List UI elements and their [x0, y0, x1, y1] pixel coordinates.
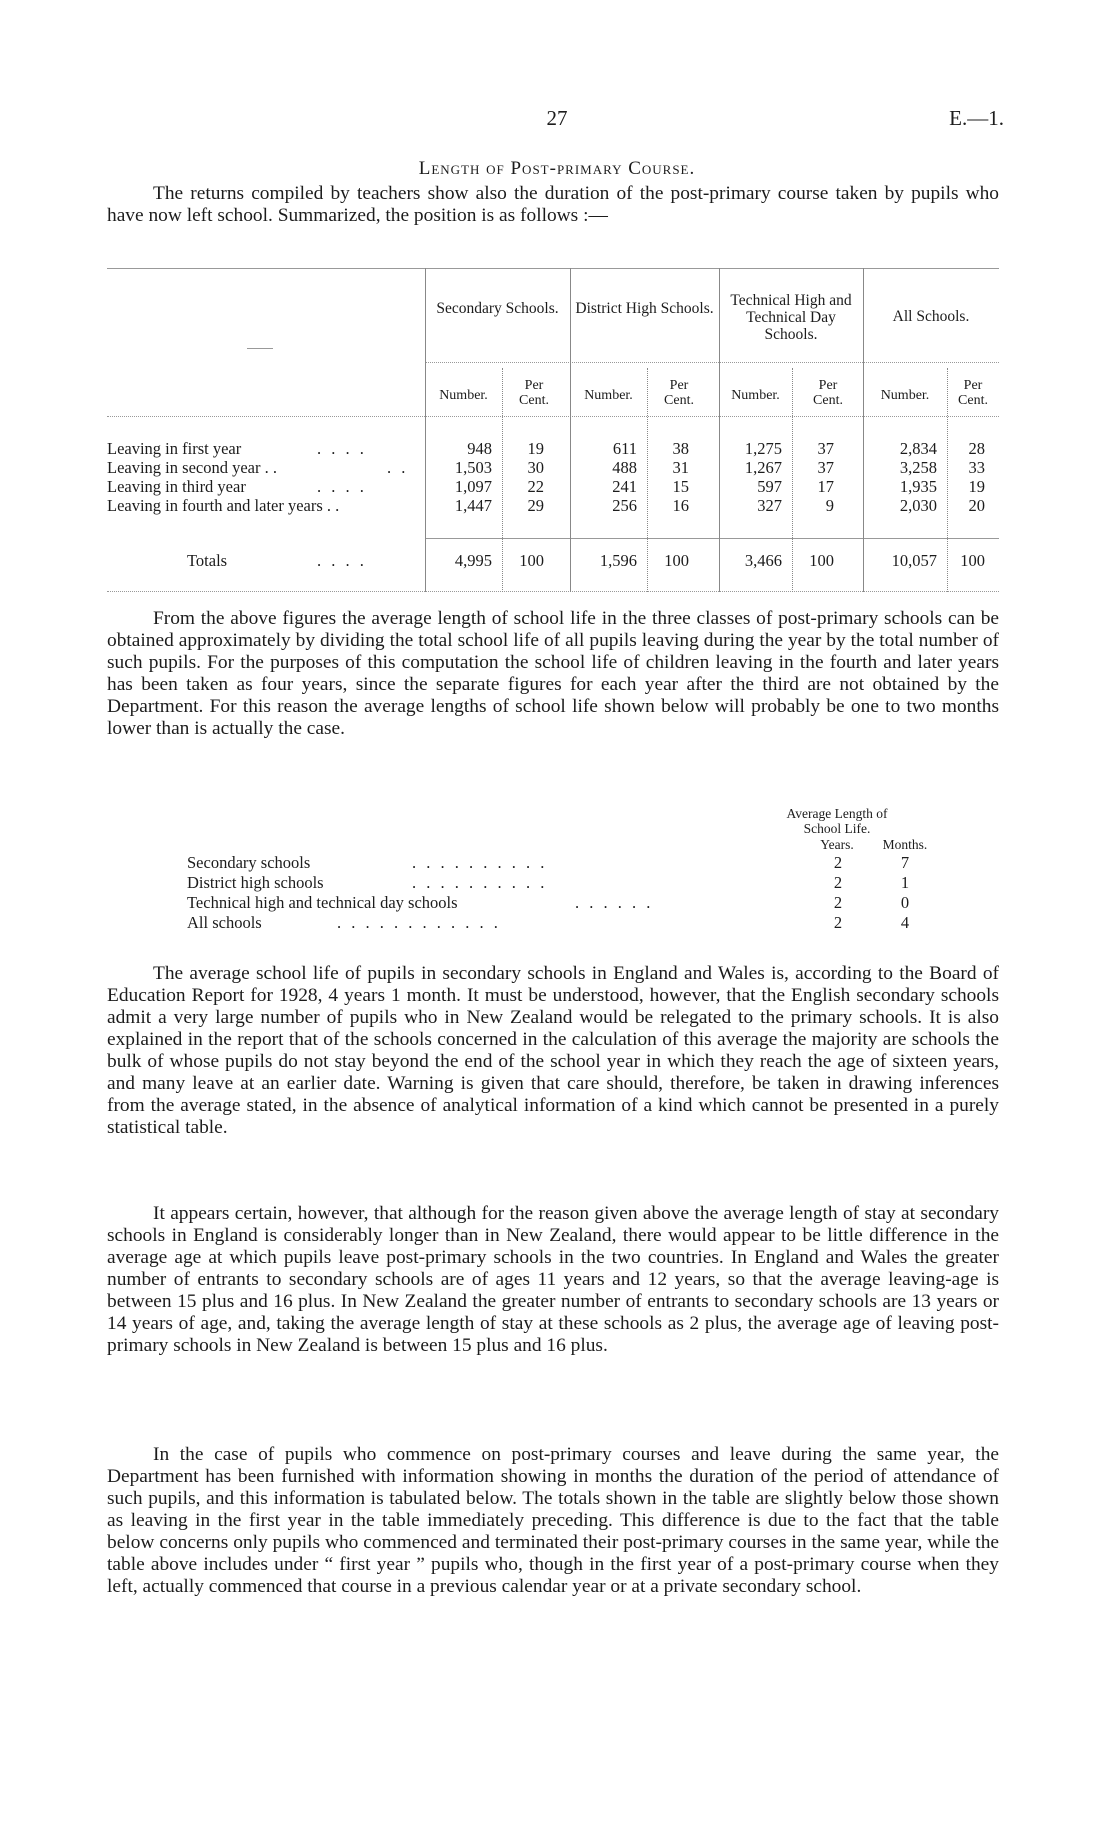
row-label: Leaving in third year — [107, 477, 246, 496]
table-cell: 948 — [467, 439, 492, 458]
table2-row-label: All schools — [187, 913, 262, 932]
table-cell: 20 — [968, 496, 985, 515]
table-cell: 1,503 — [454, 458, 492, 477]
subheading-number: Number. — [880, 388, 930, 403]
table-cell: 33 — [968, 458, 985, 477]
years-value: 2 — [833, 913, 843, 932]
table-rule-group — [425, 362, 999, 363]
table-cell: 256 — [612, 496, 637, 515]
table-cell: 19 — [968, 477, 985, 496]
leader-dots: . . . . — [317, 439, 367, 458]
subheading-percent: Per Cent. — [813, 378, 843, 408]
subheading-number: Number. — [439, 388, 488, 403]
table-cell: 241 — [612, 477, 637, 496]
table-cell: 1,275 — [744, 439, 782, 458]
table-rule-top — [107, 268, 999, 269]
subheading-percent: Per Cent. — [664, 378, 694, 408]
col-years-heading: Years. — [820, 837, 854, 852]
page-number: 27 — [546, 106, 568, 130]
totals-cell: 100 — [519, 551, 544, 570]
table-cell: 31 — [672, 458, 689, 477]
group-heading: District High Schools. — [575, 300, 714, 317]
row-label: Leaving in fourth and later years . . — [107, 496, 340, 515]
table-rule-header — [107, 416, 999, 417]
same-year-paragraph: In the case of pupils who commence on post-primary courses and leave during the same year, the Department has been furnished with information showing in months the duration of the period of attendance of such pupils, and this information is tabulated below. The totals shown in the table are slightly below those shown as leaving in the first year in the table immediately preceding. This difference is due to the fact that the table below concerns only pupils who commenced and terminated their post-primary courses in the same year, while the table above includes under “ first year ” pupils who, though in the first year of a post-primary course when they left, actually commenced that course in a previous calendar year or at a private secondary school. — [107, 1444, 999, 1597]
totals-cell: 3,466 — [744, 551, 782, 570]
row-label: Leaving in second year . . — [107, 458, 277, 477]
table-cell: 28 — [968, 439, 985, 458]
leader-dots: . . . . . . . . . . — [412, 873, 548, 892]
document-reference: E.—1. — [949, 106, 1004, 130]
totals-cell: 100 — [664, 551, 689, 570]
leader-dots: . . . . . . . . . . — [412, 853, 548, 872]
table-cell: 1,935 — [899, 477, 937, 496]
table-cell: 597 — [757, 477, 782, 496]
table-cell: 611 — [612, 439, 637, 458]
subheading-number: Number. — [731, 388, 780, 403]
table-cell: 488 — [612, 458, 637, 477]
table-cell: 2,030 — [899, 496, 937, 515]
totals-cell: 100 — [960, 551, 985, 570]
subheading-percent: Per Cent. — [519, 378, 549, 408]
col-months-heading: Months. — [882, 837, 928, 852]
table-cell: 3,258 — [899, 458, 937, 477]
leader-dots: . . — [387, 458, 409, 477]
computation-paragraph: From the above figures the average length of school life in the three classes of post-primary schools can be obtained approximately by dividing the total school life of all pupils leaving during the year by the total number of such pupils. For the purposes of this computation the school life of children leaving in the fourth and later years has been taken as four years, since the separate figures for each year after the third are not obtained by the Department. For this reason the average lengths of school life shown below will probably be one to two months lower than is actually the case. — [107, 608, 999, 739]
leader-dots: . . . . . . — [575, 893, 654, 912]
table-cell: 1,097 — [454, 477, 492, 496]
months-value: 0 — [900, 893, 910, 912]
table-rule-bottom — [107, 591, 999, 592]
table2-row-label: Technical high and technical day schools — [187, 893, 458, 912]
table2-row-label: Secondary schools — [187, 853, 311, 872]
table-cell: 37 — [817, 439, 834, 458]
group-heading: Secondary Schools. — [436, 300, 559, 317]
subheading-percent: Per Cent. — [958, 378, 988, 408]
totals-cell: 100 — [809, 551, 834, 570]
group-heading: All Schools. — [892, 308, 970, 325]
subheading-number: Number. — [584, 388, 633, 403]
years-value: 2 — [833, 873, 843, 892]
table-cell: 2,834 — [899, 439, 937, 458]
totals-label: Totals — [187, 551, 228, 570]
table-cell: 9 — [825, 496, 834, 515]
table-cell: 30 — [527, 458, 544, 477]
table-cell: 15 — [672, 477, 689, 496]
leader-dots: . . . . . . . . . . . . — [337, 913, 501, 932]
years-value: 2 — [833, 893, 843, 912]
years-value: 2 — [833, 853, 843, 872]
table-cell: 22 — [527, 477, 544, 496]
row-label: Leaving in first year — [107, 439, 242, 458]
totals-cell: 4,995 — [454, 551, 492, 570]
intro-paragraph: The returns compiled by teachers show also the duration of the post-primary course taken by pupils who have now left school. Summarized, the position is as follows :— — [107, 183, 999, 226]
table-cell: 37 — [817, 458, 834, 477]
table2-row-label: District high schools — [187, 873, 324, 892]
leaving-age-paragraph: It appears certain, however, that although for the reason given above the average length of stay at secondary schools in England is considerably longer than in New Zealand, there would appear to be little difference in the average age at which pupils leave post-primary schools in the two countries. In England and Wales the greater number of entrants to secondary schools are of ages 11 years and 12 years, so that the average leaving-age is between 15 plus and 16 plus. In New Zealand the greater number of entrants to secondary schools are 13 years or 14 years of age, and, taking the average length of stay at these schools as 2 plus, the average age of leaving post-primary schools in New Zealand is between 15 plus and 16 plus. — [107, 1203, 999, 1356]
table-rule-totals — [425, 538, 999, 539]
table-cell: 38 — [672, 439, 689, 458]
leader-dots: . . . . — [317, 477, 367, 496]
table-cell: 17 — [817, 477, 834, 496]
group-heading: Technical High and Technical Day Schools. — [730, 292, 852, 343]
section-title: Length of Post-primary Course. — [418, 158, 696, 179]
months-value: 7 — [900, 853, 910, 872]
months-value: 4 — [900, 913, 910, 932]
average-school-life-table — [107, 806, 999, 966]
table-cell: 19 — [527, 439, 544, 458]
leaving-year-table — [107, 268, 999, 592]
months-value: 1 — [900, 873, 910, 892]
england-average-paragraph: The average school life of pupils in secondary schools in England and Wales is, according to the Board of Education Report for 1928, 4 years 1 month. It must be understood, however, that the English secondary schools admit a very large number of pupils who in New Zealand would be relegated to the primary schools. It is also explained in the report that of the schools concerned in the calculation of this average the majority are schools the bulk of whose pupils do not stay beyond the end of the school year in which they reach the age of sixteen years, and many leave at an earlier date. Warning is given that care should, therefore, be taken in drawing inferences from the average stated, in the absence of analytical information of a kind which cannot be presented in a purely statistical table. — [107, 963, 999, 1138]
table2-heading: School Life. — [803, 821, 871, 836]
stub-dash — [247, 348, 273, 349]
table-cell: 29 — [527, 496, 544, 515]
table-cell: 1,267 — [744, 458, 782, 477]
table-cell: 327 — [757, 496, 782, 515]
table-cell: 16 — [672, 496, 689, 515]
table2-heading: Average Length of — [786, 806, 888, 821]
totals-cell: 1,596 — [599, 551, 637, 570]
leader-dots: . . . . — [317, 551, 367, 570]
totals-cell: 10,057 — [891, 551, 937, 570]
table-cell: 1,447 — [454, 496, 492, 515]
